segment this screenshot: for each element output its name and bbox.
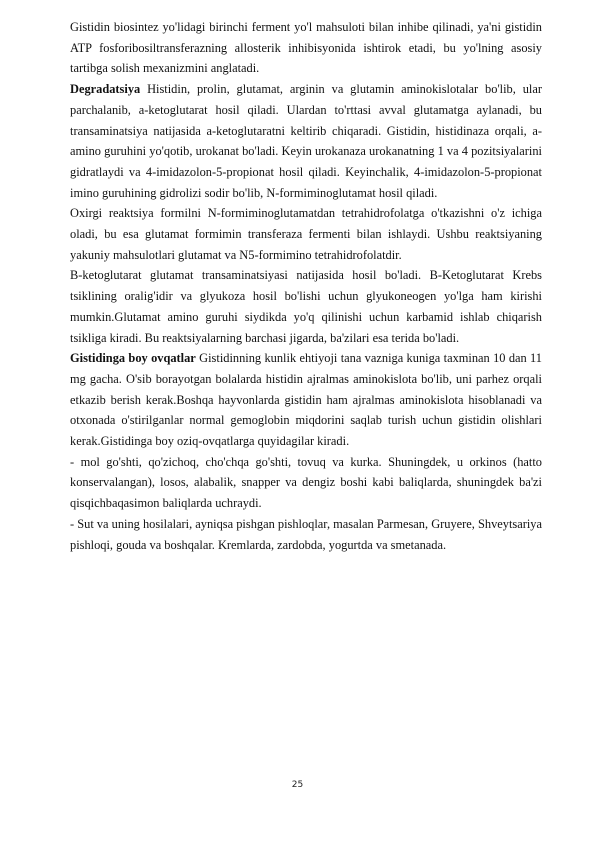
section-heading-gistidinga-boy-ovqatlar: Gistidinga boy ovqatlar — [70, 351, 196, 366]
paragraph-text: Histidin, prolin, glutamat, arginin va glutamin aminokislotalar bo'lib, ular parchalanib, a-ketoglutarat hosil qiladi. Ulardan to'rttasi avval glutamatga aylanadi, bu transaminatsiya natijasida a-ketoglutaratni keltirib chiqaradi. Gistidin, histidinaza orqali, a-amino guruhini yo'qotib, urokanat bo'ladi. Keyin urokanaza urokanatning 1 va 4 pozitsiyalarini gidratlaydi va 4-imidazolon-5-propionat hosil qiladi. Keyinchalik, 4-imidazolon-5-propionat imino guruhining gidrolizi sodir bo'lib, N-formiminoglutamat hosil qiladi. — [70, 82, 542, 200]
paragraph-text: Gistidin biosintez yo'lidagi birinchi ferment yo'l mahsuloti bilan inhibe qilinadi, ya'ni gistidin ATP fosforibosiltransferazning allosterik inhibisyonida ishtirok etadi, bu yo'lning asosiy tartibga solish mexanizmini anglatadi. — [70, 20, 542, 76]
paragraph-feedback-inhibition — [70, 17, 542, 79]
section-heading-degradatsiya: Degradatsiya — [70, 82, 141, 97]
paragraph-text: Oxirgi reaktsiya formilni N-formiminoglutamatdan tetrahidrofolatga o'tkazishni o'z ichiga oladi, bu esa glutamat formimin transferaza fermenti bilan ishlaydi. Ushbu reaktsiyaning yakuniy mahsulotlari glutamat va N5-formimino tetrahidrofolatdir. — [70, 206, 542, 262]
paragraph-degradation — [70, 79, 542, 203]
list-item-dairy — [70, 514, 542, 555]
document-body — [70, 17, 542, 555]
paragraph-final-reaction — [70, 203, 542, 265]
paragraph-ketoglutarate — [70, 265, 542, 348]
paragraph-text: B-ketoglutarat glutamat transaminatsiyasi natijasida hosil bo'ladi. B-Ketoglutarat Krebs tsiklining oralig'idir va glyukoza hosil bo'lishi uchun glyukoneogen yo'lga ham kirishi mumkin.Glutamat amino guruhi siydikda yo'q qilinishi uchun karbamid ishlab chiqarish tsikliga kiradi. Bu reaktsiyalarning barchasi jigarda, ba'zilari esa terida bo'ladi. — [70, 268, 542, 345]
page-number: 25 — [291, 780, 304, 790]
list-item-meat-fish — [70, 452, 542, 514]
paragraph-text: Gistidinning kunlik ehtiyoji tana vazniga kuniga taxminan 10 dan 11 mg gacha. O'sib borayotgan bolalarda histidin ajralmas aminokislota bo'lib, uni parhez orqali etkazib berish kerak.Boshqa hayvonlarda gistidin ham ajralmas aminokislota hisoblanadi va otxonada o'stirilganlar normal gemoglobin miqdorini saqlab turish uchun gistidin olishlari kerak.Gistidinga boy oziq-ovqatlarga quyidagilar kiradi. — [70, 351, 542, 449]
paragraph-text: - mol go'shti, qo'zichoq, cho'chqa go'shti, tovuq va kurka. Shuningdek, u orkinos (hatto konservalangan), losos, alabalik, snapper va dengiz boshi kabi baliqlarda, shuningdek ba'zi qisqichbaqasimon baliqlarda uchraydi. — [70, 454, 542, 511]
paragraph-histidine-foods — [70, 348, 542, 452]
paragraph-text: - Sut va uning hosilalari, ayniqsa pishgan pishloqlar, masalan Parmesan, Gruyere, Shveytsariya pishloqi, gouda va boshqalar. Kremlarda, zardobda, yogurtda va smetanada. — [70, 516, 542, 552]
